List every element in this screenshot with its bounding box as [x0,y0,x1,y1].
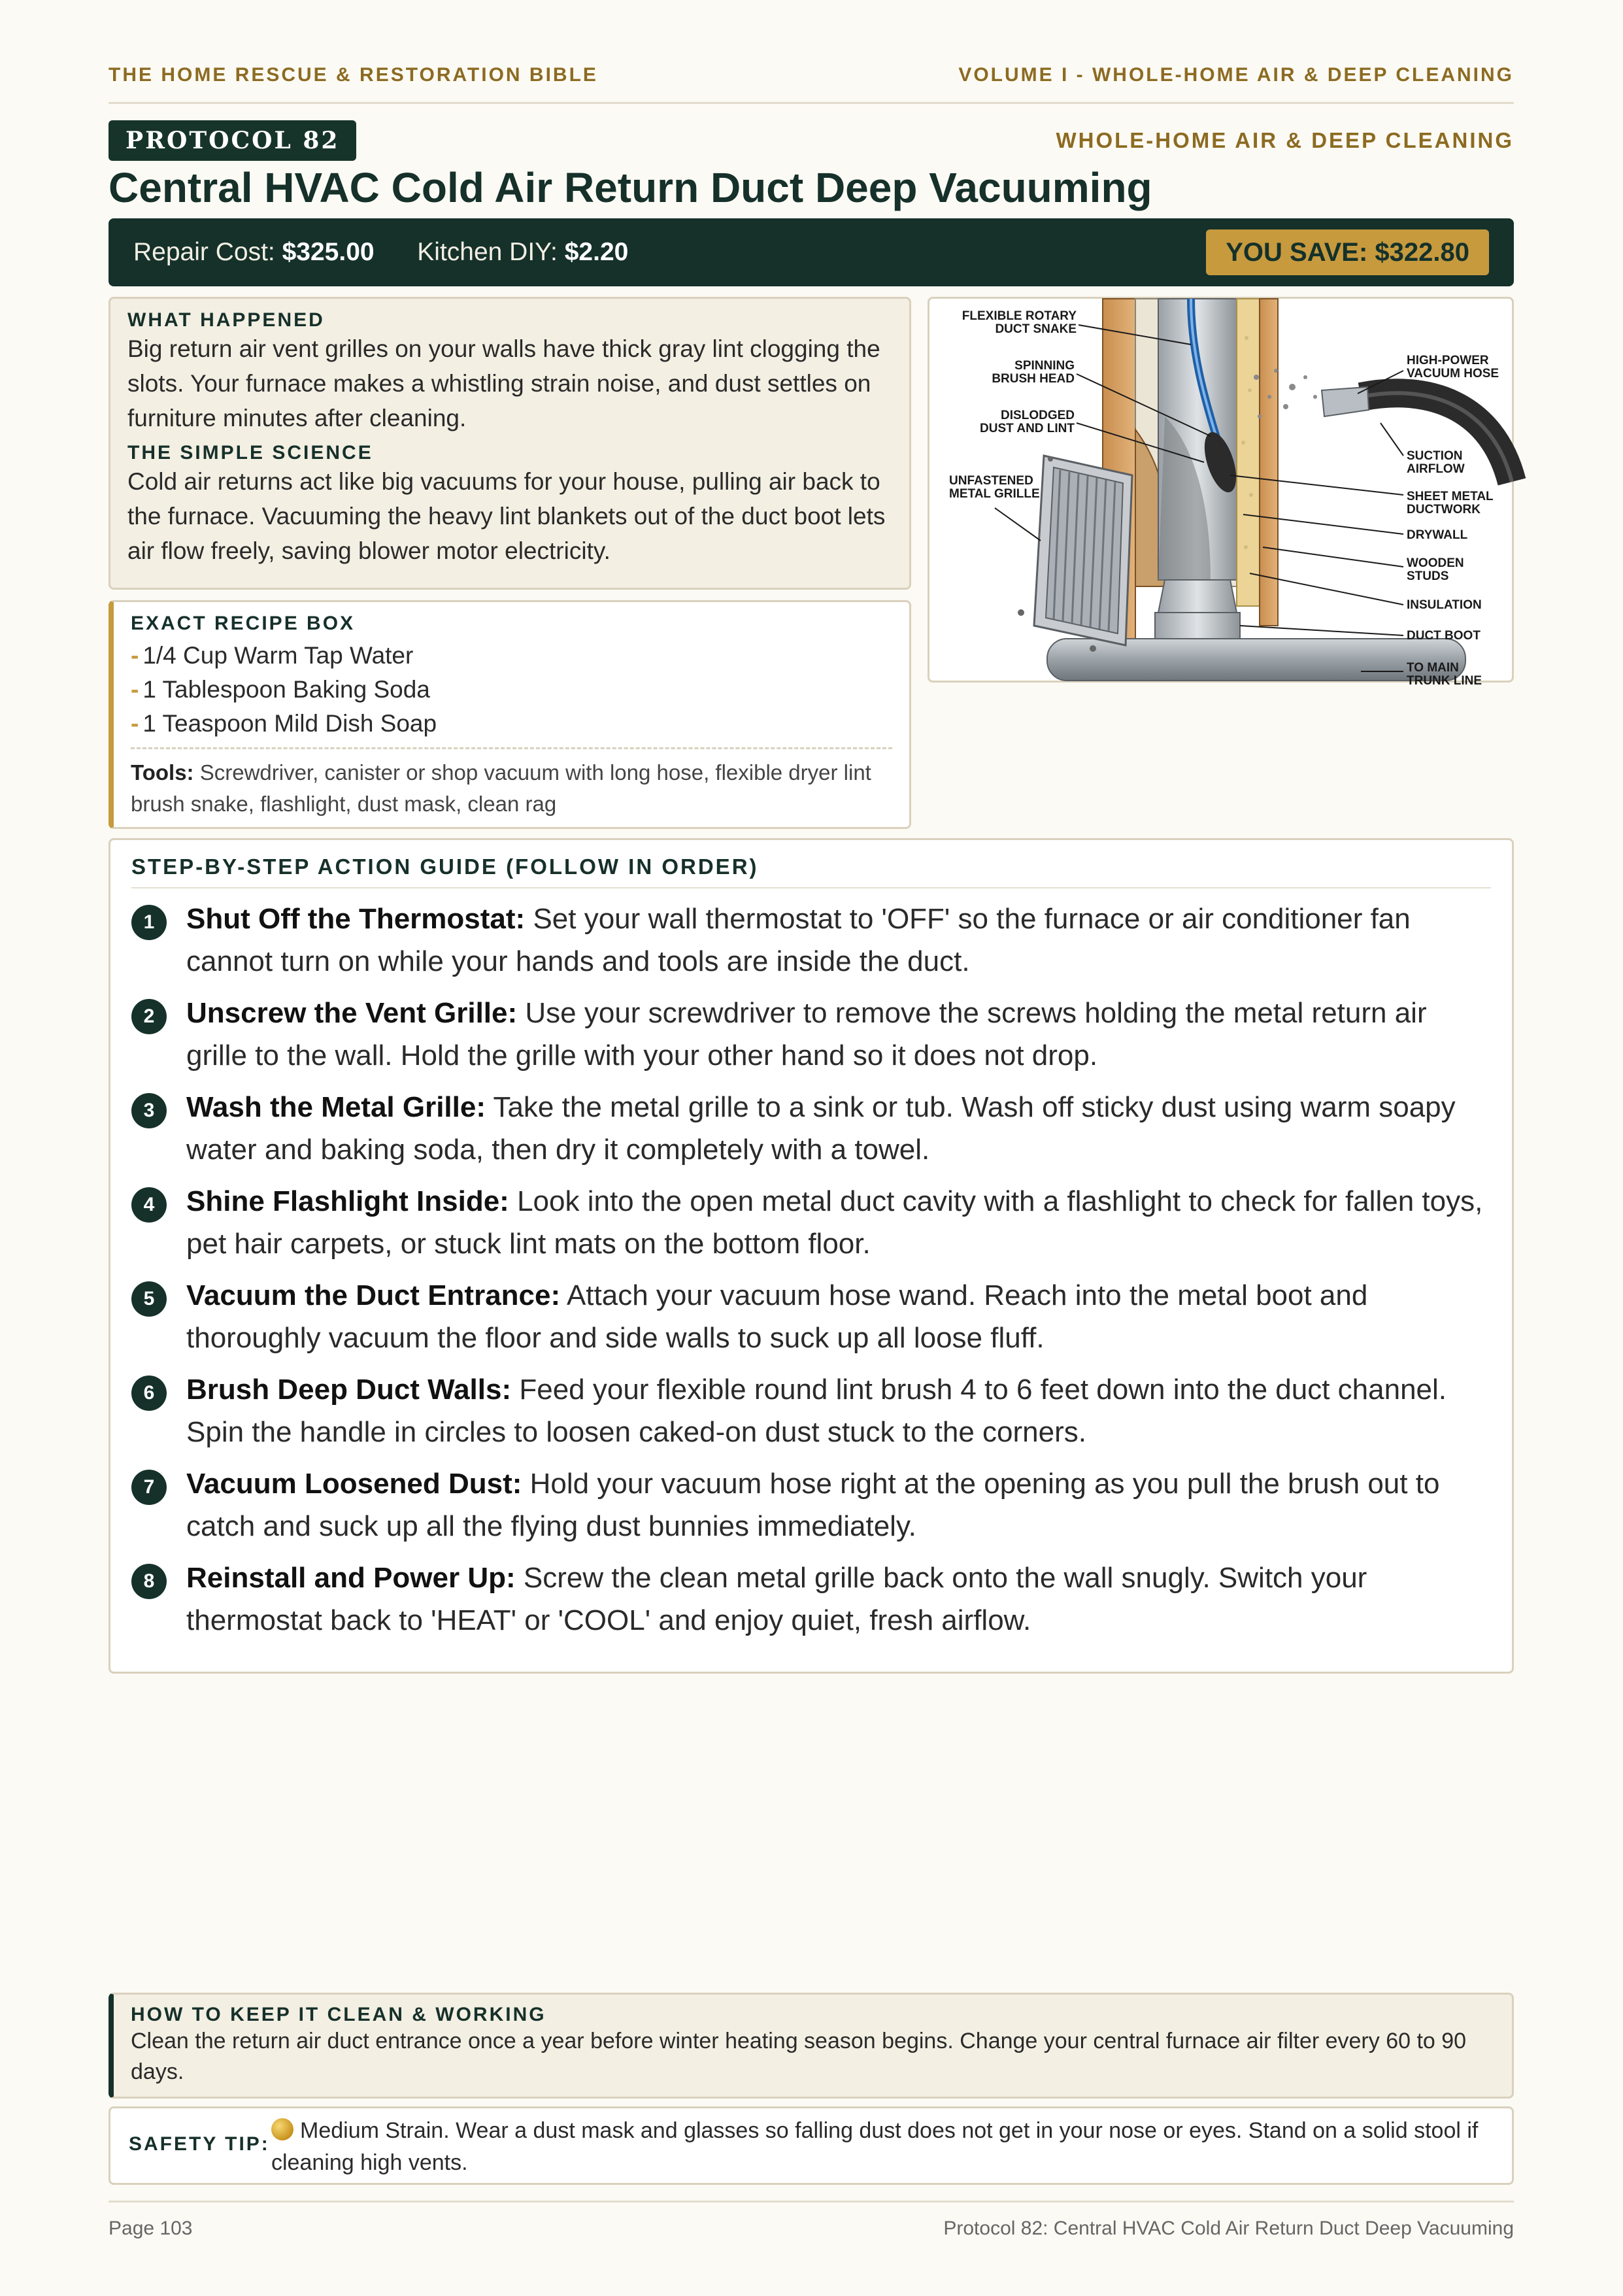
maintenance-text: Clean the return air duct entrance once a year before winter heating season begins. Change your central furnace air filter every 60 to 90 days. [131,2029,1467,2084]
repair-cost-label: Repair Cost: [133,238,275,266]
what-happened-box [109,297,911,590]
step-number: 1 [131,905,167,940]
footer-rule [109,2201,1514,2203]
label-trunk: TO MAIN [1407,661,1459,675]
tools-label: Tools: [131,760,194,785]
label-lint: DISLODGED [1001,409,1075,422]
step-number: 2 [131,999,167,1034]
recipe-box [109,600,911,829]
science-text: Cold air returns act like big vacuums for your house, pulling air back to the furnace. Vacuuming the heavy lint blankets out of the duct boot lets air flow freely, saving blower motor electricity. [127,468,886,564]
maintenance-box [109,1993,1514,2099]
protocol-badge: PROTOCOL 82 [109,120,356,161]
step-guide [109,838,1514,1674]
ingredient-list [131,639,892,741]
label-sheet-metal: SHEET METAL [1407,490,1494,503]
page-number: Page 103 [109,2218,193,2239]
label-duct-boot: DUCT BOOT [1407,629,1481,643]
step-number: 7 [131,1470,167,1505]
step-item: 8 Reinstall and Power Up: Screw the clean metal grille back onto the wall snugly. Switch your thermostat back to 'HEAT' or 'COOL' and enjoy quiet, fresh airflow. [131,1557,1491,1642]
safety-text: Medium Strain. Wear a dust mask and glasses so falling dust does not get in your nose or eyes. Stand on a solid stool if cleaning high vents. [271,2118,1479,2175]
duct-cutaway-illustration [928,297,1514,688]
recipe-divider [131,747,892,749]
step-number: 8 [131,1564,167,1599]
book-title: THE HOME RESCUE & RESTORATION BIBLE [109,64,598,86]
recipe-label: EXACT RECIPE BOX [131,613,356,634]
label-snake-2: DUCT SNAKE [995,322,1077,336]
step-number: 3 [131,1093,167,1128]
step-guide-label: STEP-BY-STEP ACTION GUIDE (FOLLOW IN ORDER) [131,854,1491,888]
duct-cutaway-diagram [929,299,1512,688]
label-brush-2: BRUSH HEAD [992,372,1075,386]
volume-title: VOLUME I - WHOLE-HOME AIR & DEEP CLEANING [958,64,1514,86]
section-tag: WHOLE-HOME AIR & DEEP CLEANING [1056,128,1514,152]
safety-tip-box [109,2106,1514,2185]
footer-reference: Protocol 82: Central HVAC Cold Air Return Duct Deep Vacuuming [943,2218,1514,2239]
step-item: 2 Unscrew the Vent Grille: Use your screwdriver to remove the screws holding the metal return air grille to the wall. Hold the grille with your other hand so it does not drop. [131,992,1491,1077]
ingredient-item: - 1/4 Cup Warm Tap Water [131,642,414,669]
maintenance-label: HOW TO KEEP IT CLEAN & WORKING [131,2004,546,2025]
tools-text: Screwdriver, canister or shop vacuum with long hose, flexible dryer lint brush snake, flashlight, dust mask, clean rag [131,760,871,816]
step-number: 6 [131,1376,167,1411]
step-item: 4 Shine Flashlight Inside: Look into the open metal duct cavity with a flashlight to check for fallen toys, pet hair carpets, or stuck lint mats on the bottom floor. [131,1180,1491,1265]
label-hose-2: VACUUM HOSE [1407,367,1499,380]
step-number: 5 [131,1281,167,1317]
what-happened-label: WHAT HAPPENED [127,309,325,331]
step-item: 6 Brush Deep Duct Walls: Feed your flexible round lint brush 4 to 6 feet down into the duct channel. Spin the handle in circles to loosen caked-on dust stuck to the corners. [131,1368,1491,1453]
step-item: 1 Shut Off the Thermostat: Set your wall thermostat to 'OFF' so the furnace or air conditioner fan cannot turn on while your hands and tools are inside the duct. [131,898,1491,983]
savings-badge: YOU SAVE: $322.80 [1206,229,1489,275]
ingredient-item: - 1 Tablespoon Baking Soda [131,676,430,703]
what-happened-text: Big return air vent grilles on your walls have thick gray lint clogging the slots. Your furnace makes a whistling strain noise, and dust settles on furniture minutes after cleaning. [127,335,880,431]
label-trunk-2: TRUNK LINE [1407,674,1482,688]
diy-cost-value: $2.20 [564,238,629,266]
label-lint-2: DUST AND LINT [980,422,1075,435]
label-studs: WOODEN [1407,556,1464,570]
label-hose: HIGH-POWER [1407,354,1489,367]
page-title: Central HVAC Cold Air Return Duct Deep Vacuuming [109,164,1152,211]
label-insulation: INSULATION [1407,598,1482,612]
label-sheet-metal-2: DUCTWORK [1407,503,1481,516]
step-item: 7 Vacuum Loosened Dust: Hold your vacuum hose right at the opening as you pull the brush out to catch and suck up all the flying dust bunnies immediately. [131,1462,1491,1547]
safety-label: SAFETY TIP: [129,2133,270,2155]
step-number: 4 [131,1187,167,1223]
science-label: THE SIMPLE SCIENCE [127,442,373,464]
running-header [109,64,1514,90]
tools-list [131,757,892,820]
label-brush: SPINNING [1014,359,1075,373]
cost-summary [133,218,628,286]
medium-strain-dot-icon [271,2118,293,2140]
label-studs-2: STUDS [1407,569,1449,583]
label-suction-2: AIRFLOW [1407,462,1465,476]
ingredient-item: - 1 Teaspoon Mild Dish Soap [131,710,437,737]
header-rule [109,102,1514,104]
label-drywall: DRYWALL [1407,528,1468,542]
step-item: 3 Wash the Metal Grille: Take the metal grille to a sink or tub. Wash off sticky dust using warm soapy water and baking soda, then dry it completely with a towel. [131,1086,1491,1171]
metal-grille [1018,456,1132,652]
repair-cost-value: $325.00 [282,238,375,266]
cost-bar [109,218,1514,286]
diy-cost-label: Kitchen DIY: [417,238,558,266]
step-item: 5 Vacuum the Duct Entrance: Attach your vacuum hose wand. Reach into the metal boot and thoroughly vacuum the floor and side walls to suck up all loose fluff. [131,1274,1491,1359]
label-grille-2: METAL GRILLE [949,487,1040,501]
page [109,0,1514,2296]
label-grille: UNFASTENED [949,474,1033,488]
safety-text-wrap [271,2115,1486,2179]
label-snake: FLEXIBLE ROTARY [962,309,1077,323]
label-suction: SUCTION [1407,449,1463,463]
